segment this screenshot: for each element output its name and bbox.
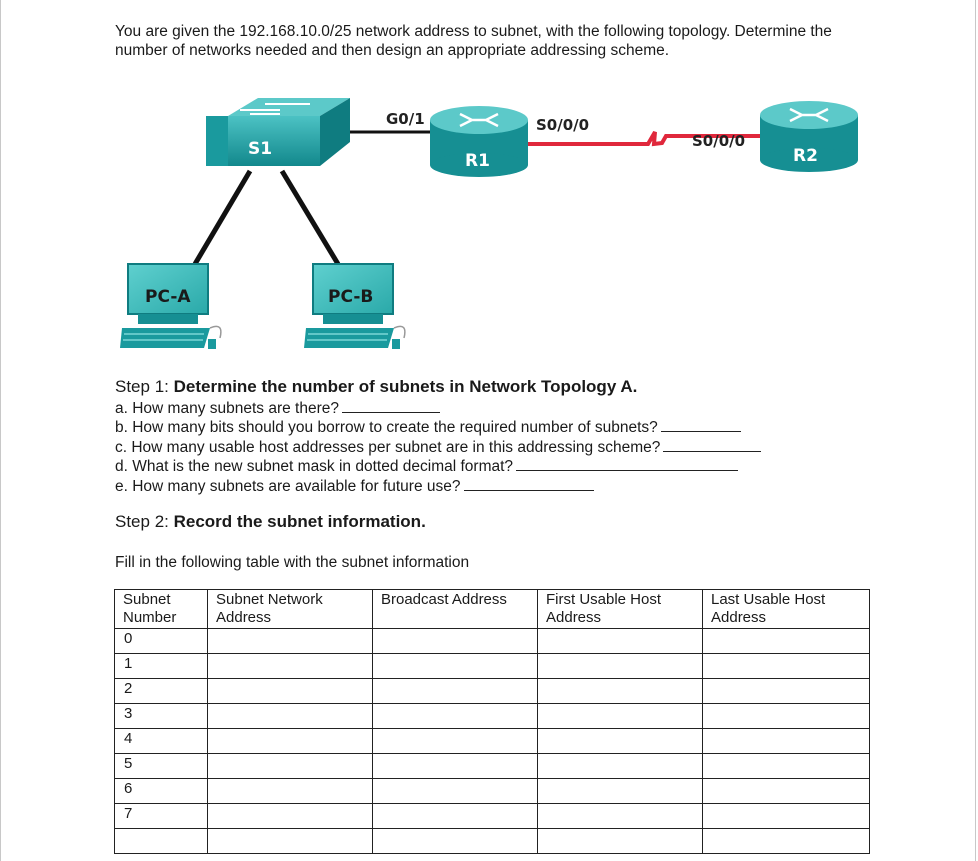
header-broadcast-address: Broadcast Address xyxy=(373,590,538,629)
cell-subnet-number: 7 xyxy=(115,804,208,829)
answer-blank-a[interactable] xyxy=(342,399,440,413)
header-first-usable-host: First Usable Host Address xyxy=(538,590,703,629)
cell-broadcast[interactable] xyxy=(373,779,538,804)
r2-label: R2 xyxy=(793,146,818,166)
question-d-text: d. What is the new subnet mask in dotted decimal format? xyxy=(115,458,514,476)
table-header-row xyxy=(115,590,870,629)
cell-subnet-number: 5 xyxy=(115,754,208,779)
table-row xyxy=(115,754,870,779)
question-e-text: e. How many subnets are available for future use? xyxy=(115,477,461,495)
cell-last-host[interactable] xyxy=(703,629,870,654)
router-r2 xyxy=(760,101,858,172)
cell-subnet-number: 1 xyxy=(115,654,208,679)
step1-title: Determine the number of subnets in Network Topology A. xyxy=(173,377,638,396)
table-row xyxy=(115,704,870,729)
question-a-text: a. How many subnets are there? xyxy=(115,400,340,417)
cell-subnet-number: 2 xyxy=(115,679,208,704)
table-row xyxy=(115,804,870,829)
cell-broadcast[interactable] xyxy=(373,679,538,704)
cell-network-address[interactable] xyxy=(208,804,373,829)
answer-blank-e[interactable] xyxy=(464,477,594,491)
cell-subnet-number: 3 xyxy=(115,704,208,729)
r1-label: R1 xyxy=(465,151,490,171)
header-subnet-number: Subnet Number xyxy=(115,590,208,629)
pcb-label: PC-B xyxy=(328,287,374,307)
cell-last-host[interactable] xyxy=(703,804,870,829)
step1-heading xyxy=(115,377,875,397)
step1-section xyxy=(115,377,875,496)
cell-first-host[interactable] xyxy=(538,754,703,779)
cell-first-host[interactable] xyxy=(538,629,703,654)
cell-network-address[interactable] xyxy=(208,829,373,854)
cell-last-host[interactable] xyxy=(703,754,870,779)
cell-network-address[interactable] xyxy=(208,679,373,704)
r2-serial-label: S0/0/0 xyxy=(692,132,746,150)
cell-last-host[interactable] xyxy=(703,654,870,679)
question-a xyxy=(115,399,875,418)
header-last-usable-host: Last Usable Host Address xyxy=(703,590,870,629)
link-s1-pcb xyxy=(282,171,338,264)
cell-first-host[interactable] xyxy=(538,679,703,704)
page-edge-right xyxy=(975,0,976,861)
table-instruction: Fill in the following table with the subnet information xyxy=(115,554,470,571)
cell-broadcast[interactable] xyxy=(373,704,538,729)
question-c xyxy=(115,438,875,457)
step2-heading xyxy=(115,512,426,532)
table-row xyxy=(115,629,870,654)
r1-serial-label: S0/0/0 xyxy=(536,116,590,134)
switch-s1 xyxy=(206,98,350,166)
table-row xyxy=(115,654,870,679)
cell-subnet-number xyxy=(115,829,208,854)
router-r1 xyxy=(430,106,528,177)
link-s1-pca xyxy=(195,171,250,264)
g01-label: G0/1 xyxy=(386,110,425,128)
cell-last-host[interactable] xyxy=(703,679,870,704)
step1-prefix: Step 1: xyxy=(115,377,174,396)
page-edge-left xyxy=(0,0,1,861)
pc-b xyxy=(304,264,405,349)
cell-broadcast[interactable] xyxy=(373,804,538,829)
table-row xyxy=(115,779,870,804)
cell-network-address[interactable] xyxy=(208,779,373,804)
cell-last-host[interactable] xyxy=(703,729,870,754)
table-row xyxy=(115,729,870,754)
question-d xyxy=(115,457,875,476)
network-topology xyxy=(110,96,870,361)
cell-last-host[interactable] xyxy=(703,779,870,804)
step2-prefix: Step 2: xyxy=(115,512,174,531)
cell-first-host[interactable] xyxy=(538,704,703,729)
cell-broadcast[interactable] xyxy=(373,829,538,854)
cell-subnet-number: 0 xyxy=(115,629,208,654)
cell-first-host[interactable] xyxy=(538,654,703,679)
pca-label: PC-A xyxy=(145,287,191,307)
cell-subnet-number: 4 xyxy=(115,729,208,754)
pc-a xyxy=(120,264,221,349)
cell-broadcast[interactable] xyxy=(373,629,538,654)
question-e xyxy=(115,477,875,496)
cell-broadcast[interactable] xyxy=(373,729,538,754)
cell-network-address[interactable] xyxy=(208,754,373,779)
question-c-text: c. How many usable host addresses per subnet are in this addressing scheme? xyxy=(115,438,661,456)
intro-paragraph: You are given the 192.168.10.0/25 network address to subnet, with the following topology. Determine the number of networks needed and then design an appropriate addressing scheme. xyxy=(115,23,832,59)
cell-network-address[interactable] xyxy=(208,729,373,754)
question-b-text: b. How many bits should you borrow to create the required number of subnets? xyxy=(115,419,658,437)
cell-last-host[interactable] xyxy=(703,829,870,854)
cell-last-host[interactable] xyxy=(703,704,870,729)
cell-first-host[interactable] xyxy=(538,779,703,804)
step2-title: Record the subnet information. xyxy=(173,512,426,531)
cell-broadcast[interactable] xyxy=(373,754,538,779)
cell-first-host[interactable] xyxy=(538,829,703,854)
answer-blank-d[interactable] xyxy=(516,457,738,471)
cell-broadcast[interactable] xyxy=(373,654,538,679)
cell-first-host[interactable] xyxy=(538,729,703,754)
cell-subnet-number: 6 xyxy=(115,779,208,804)
cell-network-address[interactable] xyxy=(208,629,373,654)
table-row xyxy=(115,829,870,854)
question-b xyxy=(115,418,875,437)
cell-network-address[interactable] xyxy=(208,654,373,679)
answer-blank-c[interactable] xyxy=(663,438,761,452)
table-row xyxy=(115,679,870,704)
cell-first-host[interactable] xyxy=(538,804,703,829)
header-subnet-network-address: Subnet Network Address xyxy=(208,590,373,629)
cell-network-address[interactable] xyxy=(208,704,373,729)
subnet-table xyxy=(114,589,870,854)
answer-blank-b[interactable] xyxy=(661,418,741,432)
switch-label: S1 xyxy=(248,139,273,159)
